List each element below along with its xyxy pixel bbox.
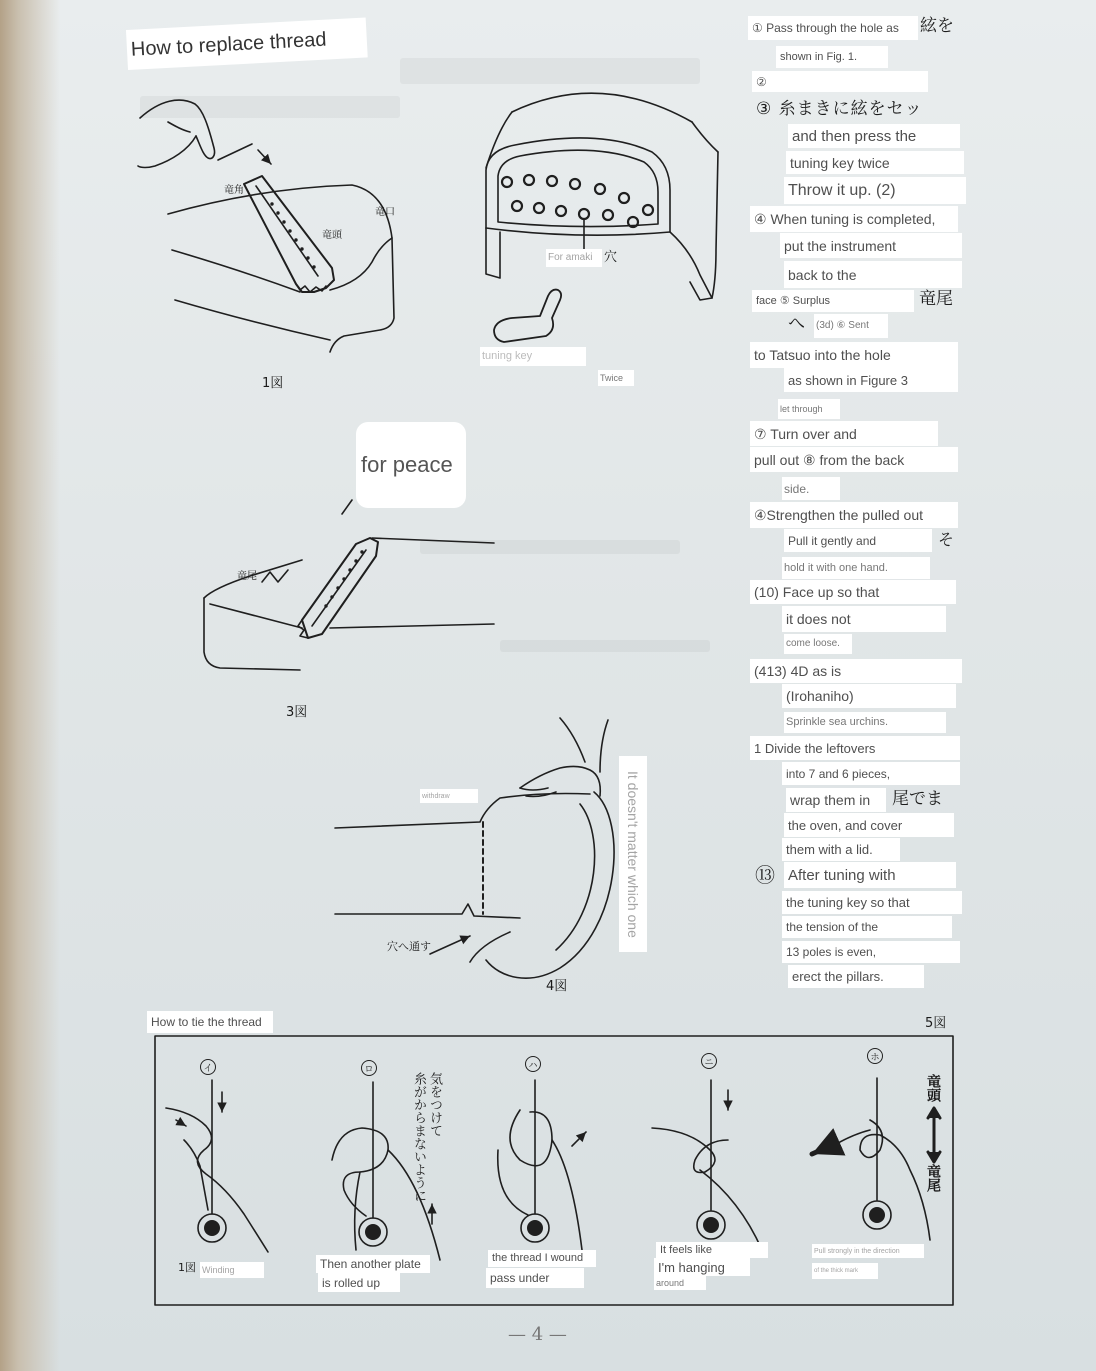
instruction-line: (3d) ⑥ Sent [814, 314, 888, 338]
instruction-line: (10) Face up so that [750, 580, 956, 604]
fig1-bridge-label: 竜角 [224, 185, 244, 196]
string-holes [502, 175, 653, 227]
page-number: — 4 — [508, 1324, 567, 1345]
step-3-label: the thread I wound [488, 1250, 596, 1267]
instruction-line: put the instrument [780, 233, 962, 258]
step-2-label: is rolled up [318, 1273, 400, 1292]
instruction-line: tuning key twice [786, 151, 964, 174]
step-1-figure-ref: 1図 [178, 1261, 196, 1274]
hand-illustration [138, 100, 215, 167]
instruction-line: Throw it up. (2) [784, 177, 966, 204]
step-marker-ha: ハ [525, 1056, 541, 1072]
instruction-line: 13 poles is even, [782, 941, 960, 963]
step-2-label: Then another plate [316, 1255, 430, 1273]
figure-3-diagram [204, 538, 494, 670]
instruction-line: to Tatsuo into the hole [750, 342, 958, 368]
slash-mark [342, 500, 352, 514]
fig4-hole-label: 穴へ通す [387, 940, 431, 953]
fig2-hole-jp: 穴 [604, 250, 618, 265]
instruction-line: come loose. [784, 634, 852, 654]
knot-step-ho [812, 1078, 930, 1240]
instruction-line: side. [782, 477, 840, 500]
instruction-jp: ③ 糸まきに絃をセッ [756, 99, 923, 119]
figure-4-diagram [335, 718, 614, 978]
knot-step-i [166, 1080, 268, 1252]
fig5-note-line-2: 糸がからまないように [411, 1072, 426, 1202]
instruction-line: Pull it gently and [784, 529, 932, 552]
thread-loop [486, 792, 614, 978]
hand-illustration [520, 718, 608, 797]
step-marker-i: イ [200, 1059, 216, 1075]
step-marker-ro: ロ [361, 1060, 377, 1076]
instruction-line: as shown in Figure 3 [784, 368, 958, 392]
instruction-jp: 絃を [920, 16, 954, 36]
instruction-line: shown in Fig. 1. [776, 46, 888, 68]
instruction-line: face ⑤ Surplus [752, 290, 914, 312]
instruction-line: (413) 4D as is [750, 659, 962, 683]
fig4-caption: 4図 [546, 979, 568, 994]
fig4-orientation-note: It doesn't matter which one [619, 756, 647, 952]
figure-2-diagram [486, 93, 718, 342]
instruction-line: and then press the [788, 124, 960, 148]
instruction-line: it does not [782, 606, 946, 632]
instruction-line: let through [778, 399, 840, 419]
direction-tail-label: 竜尾 [925, 1164, 941, 1192]
step-4-label: I'm hanging [654, 1258, 750, 1276]
step-4-label: It feels like [656, 1242, 768, 1258]
instruction-line: the tuning key so that [782, 891, 962, 914]
arrow-icon [572, 1132, 586, 1146]
instruction-line: 1 Divide the leftovers [750, 736, 960, 760]
instruction-line: ⑦ Turn over and [750, 421, 938, 446]
instruction-line: them with a lid. [782, 838, 900, 861]
knot-step-ni [652, 1080, 762, 1250]
fig3-caption: 3図 [286, 705, 308, 720]
fig5-title: How to tie the thread [147, 1011, 273, 1033]
instruction-line: After tuning with [784, 862, 956, 888]
fig5-note-line-1: 気をつけて [427, 1072, 442, 1137]
fig3-tail-label: 竜尾 [237, 571, 257, 582]
arrow-icon [176, 1120, 186, 1126]
instruction-line: into 7 and 6 pieces, [782, 762, 960, 785]
thread-line [218, 144, 252, 160]
instruction-line: (Irohaniho) [782, 684, 956, 708]
fig2-tuning-key-label: tuning key [480, 347, 586, 366]
instruction-line: the oven, and cover [784, 813, 954, 837]
koto-head-body [168, 185, 394, 352]
instruction-line: ④ When tuning is completed, [750, 206, 958, 232]
instruction-line: ④Strengthen the pulled out [750, 502, 958, 528]
fig1-mouth-label: 竜口 [375, 207, 395, 218]
step-3-label: pass under [486, 1268, 584, 1288]
step-1-label: Winding [200, 1262, 264, 1278]
instruction-line: erect the pillars. [788, 965, 924, 988]
bridge-ryubi [298, 538, 378, 638]
fig2-hole-label: For amaki [546, 249, 602, 267]
fig4-withdraw-label: withdraw [420, 789, 478, 803]
step-4-label: around [654, 1276, 706, 1290]
direction-arrow-icon [928, 1108, 940, 1162]
fig2-twice-label: Twice [598, 370, 634, 386]
step-5-label: of the thick mark [812, 1263, 878, 1279]
arrow-icon [258, 150, 271, 164]
instruction-line: ① Pass through the hole as [748, 16, 918, 40]
instruction-line: the tension of the [782, 916, 952, 938]
figure-1-diagram [138, 100, 394, 352]
page-title: How to replace thread [126, 17, 368, 70]
tuning-key [494, 290, 561, 342]
side-note: for peace [356, 422, 466, 508]
direction-head-label: 竜頭 [925, 1074, 941, 1102]
instruction-line: wrap them in [786, 788, 886, 812]
step-marker-ho: ホ [867, 1048, 883, 1064]
instruction-line: pull out ⑧ from the back [750, 447, 958, 472]
step-marker-ni: ニ [701, 1053, 717, 1069]
fig1-head-label: 竜頭 [322, 230, 342, 241]
step-5-label: Pull strongly in the direction [812, 1244, 924, 1258]
instruction-jp: ⑬ [755, 863, 775, 887]
fig5-caption: 5図 [925, 1016, 947, 1031]
fig1-caption: 1図 [262, 376, 284, 391]
instruction-line: hold it with one hand. [782, 557, 930, 579]
instruction-line: ② [752, 71, 928, 92]
instruction-jp: そ [938, 530, 955, 549]
instruction-line: Sprinkle sea urchins. [784, 712, 946, 733]
knot-step-ha [498, 1080, 586, 1250]
arrow-icon [430, 936, 470, 954]
instruction-line: back to the [784, 261, 962, 288]
instruction-jp: へ [788, 314, 805, 334]
instruction-jp: 竜尾 [919, 289, 953, 309]
instruction-jp: 尾でま [892, 789, 943, 809]
